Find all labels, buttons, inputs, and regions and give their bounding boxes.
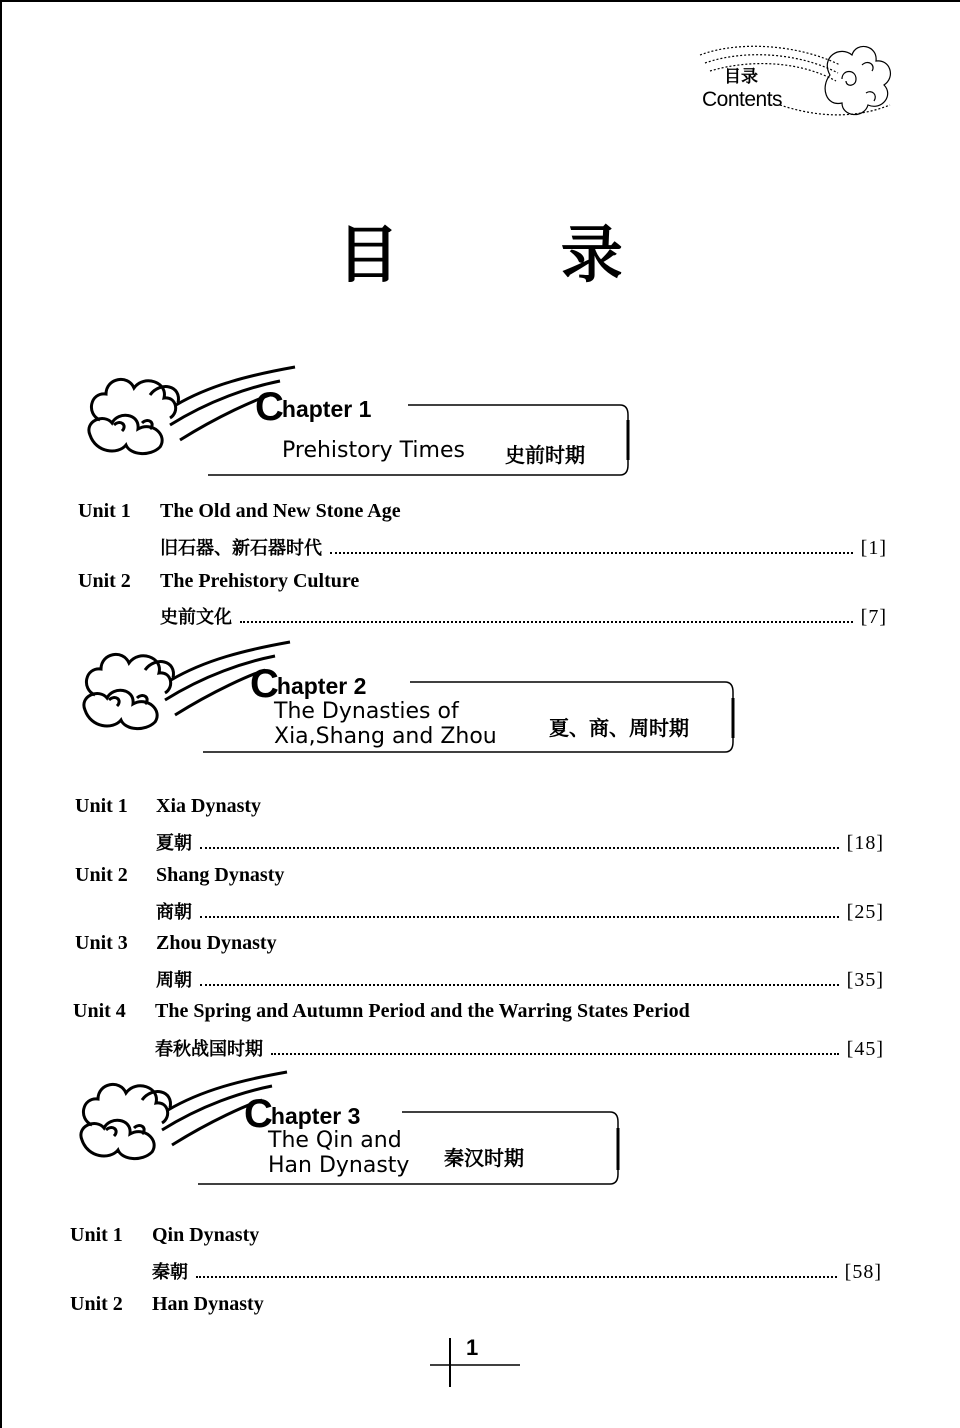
page-number: [1] <box>860 537 887 559</box>
unit-title-cn: 史前文化 <box>160 607 232 628</box>
unit-title-cn: 夏朝 <box>156 833 192 854</box>
toc-entry[interactable] <box>152 1258 882 1284</box>
page-number: [25] <box>846 901 884 923</box>
chapter-number: 2 <box>353 673 367 699</box>
unit-title-cn: 旧石器、新石器时代 <box>160 538 322 559</box>
chapter-title-cn: 秦汉时期 <box>444 1146 524 1170</box>
unit-label: Unit 4 <box>73 1000 126 1022</box>
unit-title-en: The Prehistory Culture <box>160 570 360 592</box>
chapter-3-banner <box>72 1070 632 1190</box>
toc-entry[interactable] <box>155 1035 884 1061</box>
chapter-title-en <box>268 1128 409 1178</box>
chapter-1-banner <box>80 365 640 480</box>
chapter-title-line: The Qin and <box>268 1128 402 1153</box>
chapter-word: hapter <box>281 396 353 422</box>
chapter-word: hapter <box>270 1103 342 1129</box>
unit-label: Unit 2 <box>75 864 128 886</box>
unit-title-cn: 周朝 <box>156 970 192 991</box>
unit-title-en: The Spring and Autumn Period and the Warring States Period <box>155 1000 690 1022</box>
toc-entry[interactable] <box>160 603 887 629</box>
unit-label: Unit 2 <box>78 570 131 592</box>
chapter-initial: C <box>244 1092 271 1136</box>
chapter-title-cn: 史前时期 <box>505 443 585 467</box>
unit-title-en: Qin Dynasty <box>152 1224 260 1246</box>
unit-label: Unit 1 <box>70 1224 123 1246</box>
leader-dots <box>240 621 853 623</box>
leader-dots <box>330 552 853 554</box>
unit-title-en: Shang Dynasty <box>156 864 285 886</box>
page-title: 目 录 <box>337 218 693 291</box>
chapter-number: 3 <box>347 1103 361 1129</box>
unit-title-en: The Old and New Stone Age <box>160 500 401 522</box>
chapter-title-line: The Dynasties of <box>274 699 459 724</box>
chapter-2-banner <box>75 640 745 758</box>
leader-dots <box>200 916 839 918</box>
chapter-label <box>255 385 371 430</box>
toc-entry[interactable] <box>156 829 884 855</box>
unit-title-en: Han Dynasty <box>152 1293 264 1315</box>
unit-title-cn: 春秋战国时期 <box>155 1039 263 1060</box>
unit-label: Unit 3 <box>75 932 128 954</box>
unit-label: Unit 1 <box>78 500 131 522</box>
header-rule <box>600 0 960 1</box>
unit-title-cn: 商朝 <box>156 902 192 923</box>
leader-dots <box>200 847 839 849</box>
unit-title-en: Zhou Dynasty <box>156 932 277 954</box>
chapter-title-en: Prehistory Times <box>282 438 465 463</box>
toc-entry[interactable] <box>160 534 887 560</box>
unit-title-cn: 秦朝 <box>152 1262 188 1283</box>
page-number-folio: 1 <box>466 1335 479 1360</box>
chapter-initial: C <box>255 385 282 429</box>
page-number: [58] <box>844 1261 882 1283</box>
chapter-word: hapter <box>276 673 348 699</box>
toc-entry[interactable] <box>156 898 884 924</box>
page-number: [45] <box>846 1038 884 1060</box>
leader-dots <box>271 1053 839 1055</box>
chapter-title-en <box>274 699 497 749</box>
chapter-title-cn: 夏、商、周时期 <box>549 716 689 740</box>
leader-dots <box>200 984 839 986</box>
leader-dots <box>196 1276 837 1278</box>
toc-entry[interactable] <box>156 966 884 992</box>
header-contents-en: Contents <box>702 88 783 111</box>
unit-label: Unit 2 <box>70 1293 123 1315</box>
chapter-initial: C <box>250 662 277 706</box>
page-number: [35] <box>846 969 884 991</box>
unit-title-en: Xia Dynasty <box>156 795 262 817</box>
unit-label: Unit 1 <box>75 795 128 817</box>
page-number: [7] <box>860 606 887 628</box>
chapter-title-line: Xia,Shang and Zhou <box>274 724 497 749</box>
header-contents-cn: 目录 <box>724 67 758 87</box>
page-number: [18] <box>846 832 884 854</box>
chapter-number: 1 <box>358 396 372 422</box>
chapter-title-line: Han Dynasty <box>268 1153 410 1178</box>
